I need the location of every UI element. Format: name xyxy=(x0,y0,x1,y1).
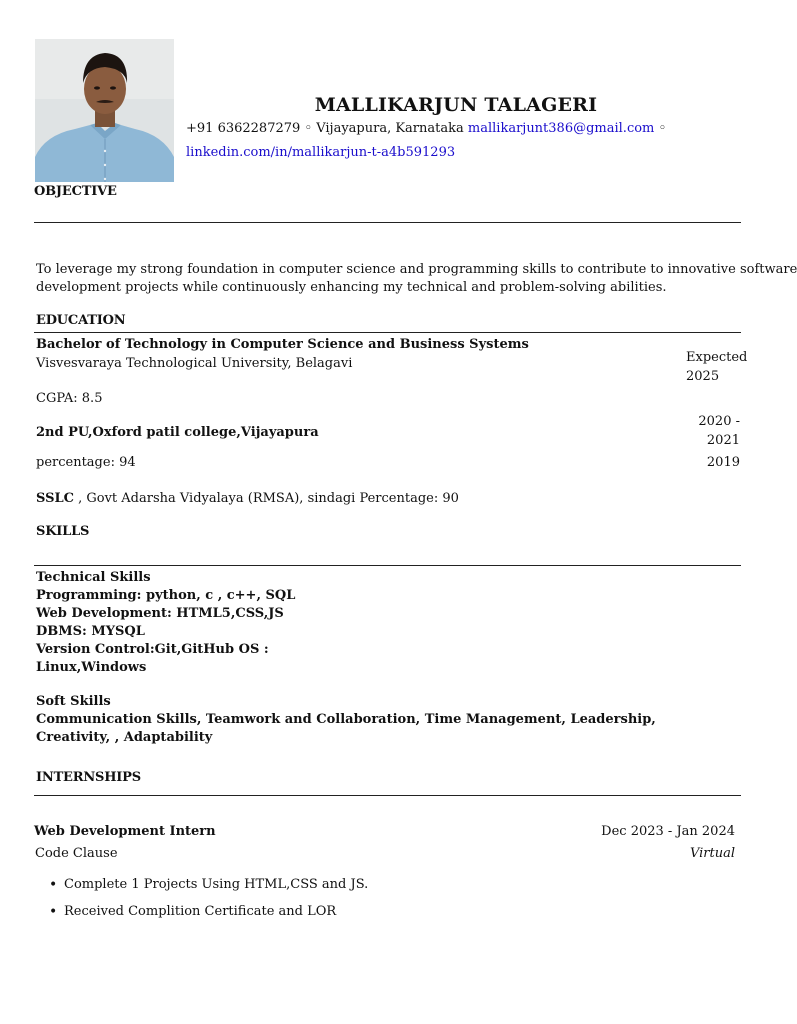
degree-title: Bachelor of Technology in Computer Science and Business Systems xyxy=(36,337,529,352)
profile-photo-illustration xyxy=(35,39,174,182)
skill-version-control: Version Control:Git,GitHub OS : xyxy=(36,642,269,657)
list-item: • Complete 1 Projects Using HTML,CSS and JS. xyxy=(36,876,536,903)
degree-expected-date xyxy=(686,348,747,386)
sslc-details: , Govt Adarsha Vidyalaya (RMSA), sindagi Percentage: 90 xyxy=(73,491,459,506)
location: Vijayapura, Karnataka xyxy=(316,121,464,136)
expected-label: Expected xyxy=(686,350,748,365)
email-link[interactable]: mallikarjunt386@gmail.com xyxy=(467,121,655,136)
education-heading: EDUCATION xyxy=(36,313,126,328)
internship-mode: Virtual xyxy=(689,846,735,861)
internship-company: Code Clause xyxy=(35,846,118,861)
puc-years-start: 2020 - xyxy=(698,414,740,429)
internships-heading: INTERNSHIPS xyxy=(36,770,141,785)
internship-dates: Dec 2023 - Jan 2024 xyxy=(601,824,735,839)
section-divider xyxy=(34,565,741,566)
sslc-year: 2019 xyxy=(706,455,740,470)
puc-years xyxy=(660,412,740,450)
skill-web-development: Web Development: HTML5,CSS,JS xyxy=(36,606,284,621)
section-divider xyxy=(34,795,741,796)
expected-year: 2025 xyxy=(686,369,720,384)
soft-skills-title: Soft Skills xyxy=(36,694,111,709)
puc-title: 2nd PU,Oxford patil college,Vijayapura xyxy=(36,425,319,440)
objective-text xyxy=(36,261,797,297)
skills-heading: SKILLS xyxy=(36,524,90,539)
puc-percentage: percentage: 94 xyxy=(36,455,136,470)
separator: ◦ xyxy=(654,121,667,136)
sslc-label: SSLC xyxy=(36,491,74,506)
objective-heading: OBJECTIVE xyxy=(34,184,117,199)
technical-skills-block xyxy=(36,569,295,677)
section-divider xyxy=(34,222,741,223)
objective-line-1: To leverage my strong foundation in computer science and programming skills to contribute to innovative software xyxy=(36,262,797,277)
skill-programming: Programming: python, c , c++, SQL xyxy=(36,588,296,603)
technical-skills-title: Technical Skills xyxy=(36,570,151,585)
phone-number: +91 6362287279 xyxy=(186,121,301,136)
candidate-name: MALLIKARJUN TALAGERI xyxy=(314,94,598,116)
sslc-line xyxy=(36,491,459,506)
linkedin-line xyxy=(186,145,455,160)
profile-photo xyxy=(35,39,174,182)
linkedin-link[interactable]: linkedin.com/in/mallikarjun-t-a4b591293 xyxy=(186,145,456,160)
skill-dbms: DBMS: MYSQL xyxy=(36,624,145,639)
contact-line xyxy=(186,121,666,136)
objective-line-2: development projects while continuously enhancing my technical and problem-solving abilities. xyxy=(36,280,667,295)
separator: ◦ xyxy=(300,121,317,136)
soft-skills-line-2: Creativity, , Adaptability xyxy=(36,730,213,745)
soft-skills-block xyxy=(36,693,656,747)
internship-role: Web Development Intern xyxy=(34,824,216,839)
section-divider xyxy=(34,332,741,333)
list-item: • Received Complition Certificate and LOR xyxy=(36,903,536,930)
cgpa: CGPA: 8.5 xyxy=(36,391,103,406)
soft-skills-line-1: Communication Skills, Teamwork and Collaboration, Time Management, Leadership, xyxy=(36,712,656,727)
internship-bullets xyxy=(36,876,536,930)
puc-years-end: 2021 xyxy=(706,433,740,448)
skill-os: Linux,Windows xyxy=(36,660,147,675)
university-name: Visvesvaraya Technological University, Belagavi xyxy=(36,356,353,371)
